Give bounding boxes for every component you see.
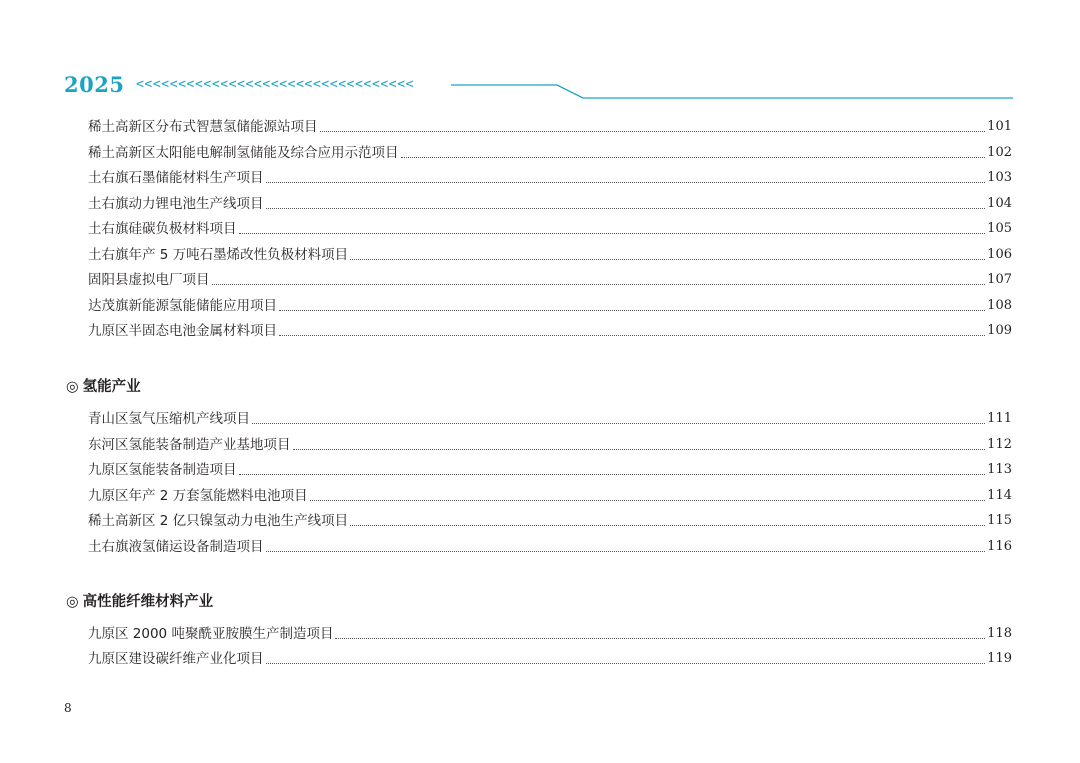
dot-leader (239, 232, 986, 234)
toc-entry-page: 111 (987, 411, 1012, 426)
toc-entry[interactable] (88, 406, 1012, 428)
circle-bullet-icon: ◎ (66, 379, 79, 395)
toc-entry-title: 九原区 2000 吨聚酰亚胺膜生产制造项目 (88, 626, 334, 642)
toc-entry-page: 112 (987, 437, 1012, 452)
toc-entry-page: 102 (987, 145, 1012, 160)
toc-entry[interactable] (88, 165, 1012, 187)
dot-leader (293, 448, 986, 450)
toc-entry-title: 稀土高新区 2 亿只镍氢动力电池生产线项目 (88, 513, 349, 529)
toc-entry-page: 108 (987, 298, 1012, 313)
section-heading-text: 高性能纤维材料产业 (82, 594, 214, 610)
toc-entry[interactable] (88, 114, 1012, 136)
toc-entry[interactable] (88, 534, 1012, 556)
toc-entry-page: 113 (987, 462, 1012, 477)
dot-leader (320, 130, 986, 132)
toc-entry[interactable] (88, 242, 1012, 264)
toc-entry-title: 九原区半固态电池金属材料项目 (88, 323, 277, 339)
toc-entry-page: 116 (987, 539, 1012, 554)
toc-entry[interactable] (88, 267, 1012, 289)
toc-entry-title: 青山区氢气压缩机产线项目 (88, 411, 250, 427)
toc-entry[interactable] (88, 646, 1012, 668)
year-label: 2025 (64, 72, 125, 97)
dot-leader (252, 422, 985, 424)
toc-entry-page: 118 (987, 626, 1012, 641)
dot-leader (350, 258, 985, 260)
dot-leader (279, 309, 985, 311)
dot-leader (350, 524, 985, 526)
toc-entry-page: 106 (987, 247, 1012, 262)
dot-leader (239, 473, 986, 475)
toc-entry-title: 固阳县虚拟电厂项目 (88, 272, 210, 288)
toc-entry-title: 达茂旗新能源氢能储能应用项目 (88, 298, 277, 314)
dot-leader (266, 550, 986, 552)
toc-entry-page: 103 (987, 170, 1012, 185)
toc-entry-title: 土右旗硅碳负极材料项目 (88, 221, 237, 237)
toc-entry-title: 东河区氢能装备制造产业基地项目 (88, 437, 291, 453)
circle-bullet-icon: ◎ (66, 594, 79, 610)
toc-entry[interactable] (88, 293, 1012, 315)
toc-entry[interactable] (88, 318, 1012, 340)
toc-entry[interactable] (88, 621, 1012, 643)
section-heading-text: 氢能产业 (82, 379, 141, 395)
toc-entry[interactable] (88, 508, 1012, 530)
toc-entry-page: 115 (987, 513, 1012, 528)
toc-entry-title: 稀土高新区太阳能电解制氢储能及综合应用示范项目 (88, 145, 399, 161)
toc-entry-title: 九原区建设碳纤维产业化项目 (88, 651, 264, 667)
toc-entry-page: 104 (987, 196, 1012, 211)
chevron-decoration: <<<<<<<<<<<<<<<<<<<<<<<<<<<<<<<<< (136, 77, 415, 92)
toc-entry-page: 114 (987, 488, 1012, 503)
toc-entry-page: 107 (987, 272, 1012, 287)
toc-entry-page: 101 (987, 119, 1012, 134)
toc-entry-title: 土右旗液氢储运设备制造项目 (88, 539, 264, 555)
toc-entry-title: 九原区年产 2 万套氢能燃料电池项目 (88, 488, 308, 504)
header-rule (0, 0, 1080, 110)
toc-entry-title: 九原区氢能装备制造项目 (88, 462, 237, 478)
toc-entry[interactable] (88, 216, 1012, 238)
toc-entry[interactable] (88, 483, 1012, 505)
dot-leader (266, 662, 986, 664)
dot-leader (335, 637, 985, 639)
toc-entry-title: 稀土高新区分布式智慧氢储能源站项目 (88, 119, 318, 135)
section-heading-fiber (66, 590, 213, 612)
toc-entry-title: 土右旗石墨储能材料生产项目 (88, 170, 264, 186)
toc-entry-page: 109 (987, 323, 1012, 338)
toc-entry[interactable] (88, 432, 1012, 454)
section-heading-hydrogen (66, 375, 141, 397)
toc-entry-page: 105 (987, 221, 1012, 236)
toc-entry-title: 土右旗动力锂电池生产线项目 (88, 196, 264, 212)
toc-entry[interactable] (88, 140, 1012, 162)
dot-leader (279, 334, 985, 336)
dot-leader (266, 207, 986, 209)
toc-entry[interactable] (88, 457, 1012, 479)
page-number: 8 (64, 701, 72, 715)
dot-leader (310, 499, 986, 501)
toc-entry-title: 土右旗年产 5 万吨石墨烯改性负极材料项目 (88, 247, 349, 263)
dot-leader (212, 283, 986, 285)
page-header (0, 0, 1080, 110)
toc-entry-page: 119 (987, 651, 1012, 666)
toc-entry[interactable] (88, 191, 1012, 213)
dot-leader (266, 181, 986, 183)
dot-leader (401, 156, 986, 158)
